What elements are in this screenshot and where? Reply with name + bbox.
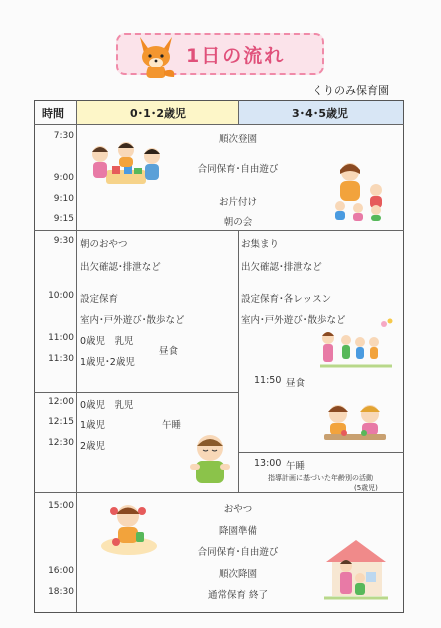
- activity-closing: 通常保育 終了: [207, 590, 269, 601]
- row-divider: [34, 392, 238, 393]
- activity-indoor-outdoor: 室内･戸外遊び･散歩など: [241, 315, 346, 326]
- age-column-divider: [238, 100, 239, 124]
- group-age2: 2歳児: [80, 441, 106, 452]
- age-specific-activity-note: 指導計画に基づいた年齢別の活動: [268, 474, 373, 482]
- activity-afternoon-snack: おやつ: [223, 504, 253, 515]
- activity-lessons: 設定保育･各レッスン: [241, 294, 332, 305]
- time-label: 11:30: [48, 354, 74, 364]
- activity-departure: 順次降園: [218, 569, 258, 580]
- row-divider: [238, 452, 404, 453]
- time-label: 12:15: [48, 417, 74, 427]
- row-divider: [34, 124, 404, 125]
- school-name: くりのみ保育園: [312, 84, 389, 97]
- time-label: 10:00: [48, 291, 74, 301]
- activity-attendance: 出欠確認･排泄など: [80, 262, 161, 273]
- time-label: 11:00: [48, 333, 74, 343]
- activity-indoor-outdoor: 室内･戸外遊び･散歩など: [80, 315, 185, 326]
- age-specific-activity-note-sub: (5歳児): [354, 484, 378, 492]
- activity-arrival: 順次登園: [218, 134, 258, 145]
- header-age-older: 3･4･5歳児: [292, 107, 348, 120]
- activity-cleanup: お片付け: [218, 197, 258, 208]
- time-label: 9:30: [53, 236, 74, 246]
- activity-free-play: 合同保育･自由遊び: [197, 547, 279, 558]
- activity-morning-meeting: 朝の会: [223, 217, 253, 228]
- children-walking-illustration: [318, 316, 394, 370]
- group-age1: 1歳児: [80, 420, 106, 431]
- time-label: 16:00: [48, 566, 74, 576]
- group-infants: 0歳児 乳児: [80, 336, 134, 347]
- time-label: 15:00: [48, 501, 74, 511]
- page-title: 1日の流れ: [186, 45, 286, 67]
- time-label-lunch: 11:50: [254, 375, 282, 386]
- time-label: 9:15: [53, 214, 74, 224]
- group-infants: 0歳児 乳児: [80, 400, 134, 411]
- activity-lunch: 昼食: [159, 346, 179, 357]
- activity-morning-snack: 朝のおやつ: [80, 239, 128, 250]
- activity-planned-care: 設定保育: [80, 294, 119, 305]
- time-label-nap: 13:00: [254, 458, 282, 469]
- row-divider: [34, 492, 404, 493]
- activity-nap: 午睡: [162, 420, 182, 431]
- time-label: 12:30: [48, 438, 74, 448]
- time-label: 18:30: [48, 587, 74, 597]
- children-playing-illustration: [84, 140, 164, 190]
- child-snack-illustration: [100, 502, 158, 556]
- activity-lunch: 昼食: [286, 378, 306, 389]
- activity-attendance: 出欠確認･排泄など: [241, 262, 322, 273]
- parent-pickup-illustration: [322, 532, 390, 602]
- activity-free-play: 合同保育･自由遊び: [197, 164, 279, 175]
- time-label: 9:10: [53, 194, 74, 204]
- teacher-with-children-illustration: [326, 160, 388, 222]
- sleepy-child-illustration: [188, 432, 232, 486]
- children-eating-illustration: [322, 402, 388, 448]
- group-toddlers: 1歳児･2歳児: [80, 357, 135, 368]
- activity-nap: 午睡: [286, 461, 306, 472]
- activity-prepare-to-leave: 降園準備: [218, 526, 258, 537]
- header-age-young: 0･1･2歳児: [130, 107, 186, 120]
- header-time: 時間: [42, 107, 64, 120]
- time-label: 7:30: [53, 131, 74, 141]
- activity-gathering: お集まり: [241, 239, 280, 250]
- time-label: 12:00: [48, 397, 74, 407]
- time-column-divider: [76, 100, 77, 612]
- fox-mascot-icon: [134, 33, 178, 79]
- time-label: 9:00: [53, 173, 74, 183]
- row-divider: [34, 230, 404, 231]
